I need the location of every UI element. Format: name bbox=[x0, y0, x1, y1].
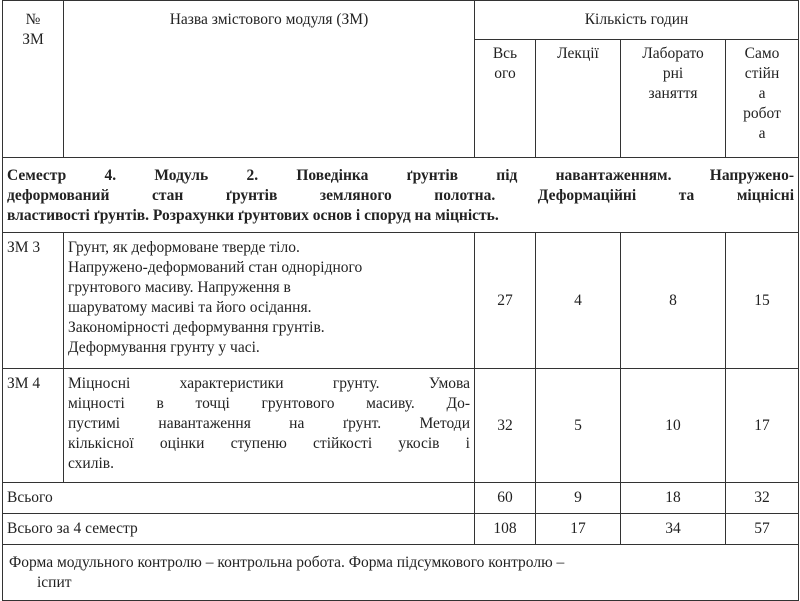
hours-lectures: 5 bbox=[536, 369, 621, 483]
module-name-line: кількісної оцінки ступеню стійкості укосів і bbox=[68, 435, 470, 452]
zm-number: ЗМ 4 bbox=[3, 369, 64, 483]
semester-module-row bbox=[3, 158, 799, 233]
table-row bbox=[3, 369, 799, 483]
control-form bbox=[3, 545, 799, 601]
semester-total-lectures: 17 bbox=[536, 514, 621, 545]
module-name-header: Назва змістового модуля (ЗМ) bbox=[64, 1, 475, 158]
semester-line-3: властивості ґрунтів. Розрахунки ґрунтових основ і споруд на міцність. bbox=[7, 207, 499, 224]
semester-total-hours: 108 bbox=[475, 514, 536, 545]
module-name-line: міцності в точці грунтового масиву. До- bbox=[68, 395, 470, 412]
total-label: Всього bbox=[3, 483, 475, 514]
hours-lab: 8 bbox=[621, 233, 726, 369]
module-name-line: схилів. bbox=[68, 455, 114, 472]
hours-total: 27 bbox=[475, 233, 536, 369]
module-name-line: Міцносні характеристики грунту. Умова bbox=[68, 375, 470, 392]
control-form-line-1: Форма модульного контролю – контрольна робота. Форма підсумкового контролю – bbox=[9, 554, 565, 571]
table-row bbox=[3, 233, 799, 369]
total-lectures: 9 bbox=[536, 483, 621, 514]
total-lab: 18 bbox=[621, 483, 726, 514]
semester-total-row bbox=[3, 514, 799, 545]
total-row bbox=[3, 483, 799, 514]
semester-line-2: деформований стан ґрунтів земляного полотна. Деформаційні та міцнісні bbox=[7, 187, 795, 204]
total-header: Всь ого bbox=[475, 40, 536, 158]
semester-module-description bbox=[3, 158, 799, 233]
self-work-header: Само стійн а робот а bbox=[726, 40, 799, 158]
semester-total-self-work: 57 bbox=[726, 514, 799, 545]
zm-number-header: № ЗМ bbox=[3, 1, 64, 158]
lectures-header: Лекції bbox=[536, 40, 621, 158]
lab-header: Лаборато рні заняття bbox=[621, 40, 726, 158]
semester-total-label: Всього за 4 семестр bbox=[3, 514, 475, 545]
total-self-work: 32 bbox=[726, 483, 799, 514]
hours-lab: 10 bbox=[621, 369, 726, 483]
semester-total-lab: 34 bbox=[621, 514, 726, 545]
module-name bbox=[64, 369, 475, 483]
hours-self-work: 17 bbox=[726, 369, 799, 483]
control-form-row bbox=[3, 545, 799, 601]
module-hours-table bbox=[2, 0, 799, 601]
module-name-line: пустимі навантаження на ґрунт. Методи bbox=[68, 415, 470, 432]
total-hours: 60 bbox=[475, 483, 536, 514]
hours-self-work: 15 bbox=[726, 233, 799, 369]
hours-header: Кількість годин bbox=[475, 1, 799, 40]
semester-line-1: Семестр 4. Модуль 2. Поведінка ґрунтів під навантаженням. Напружено- bbox=[7, 167, 795, 184]
header-row-1 bbox=[3, 1, 799, 40]
hours-lectures: 4 bbox=[536, 233, 621, 369]
hours-total: 32 bbox=[475, 369, 536, 483]
module-name: Грунт, як деформоване тверде тіло. Напружено-деформований стан однорідного грунтового масиву. Напруження в шаруватому масиві та його осідання. Закономірності деформування грунтів. Деформування грунту у часі. bbox=[64, 233, 475, 369]
control-form-line-2: іспит bbox=[37, 574, 72, 591]
zm-number: ЗМ 3 bbox=[3, 233, 64, 369]
